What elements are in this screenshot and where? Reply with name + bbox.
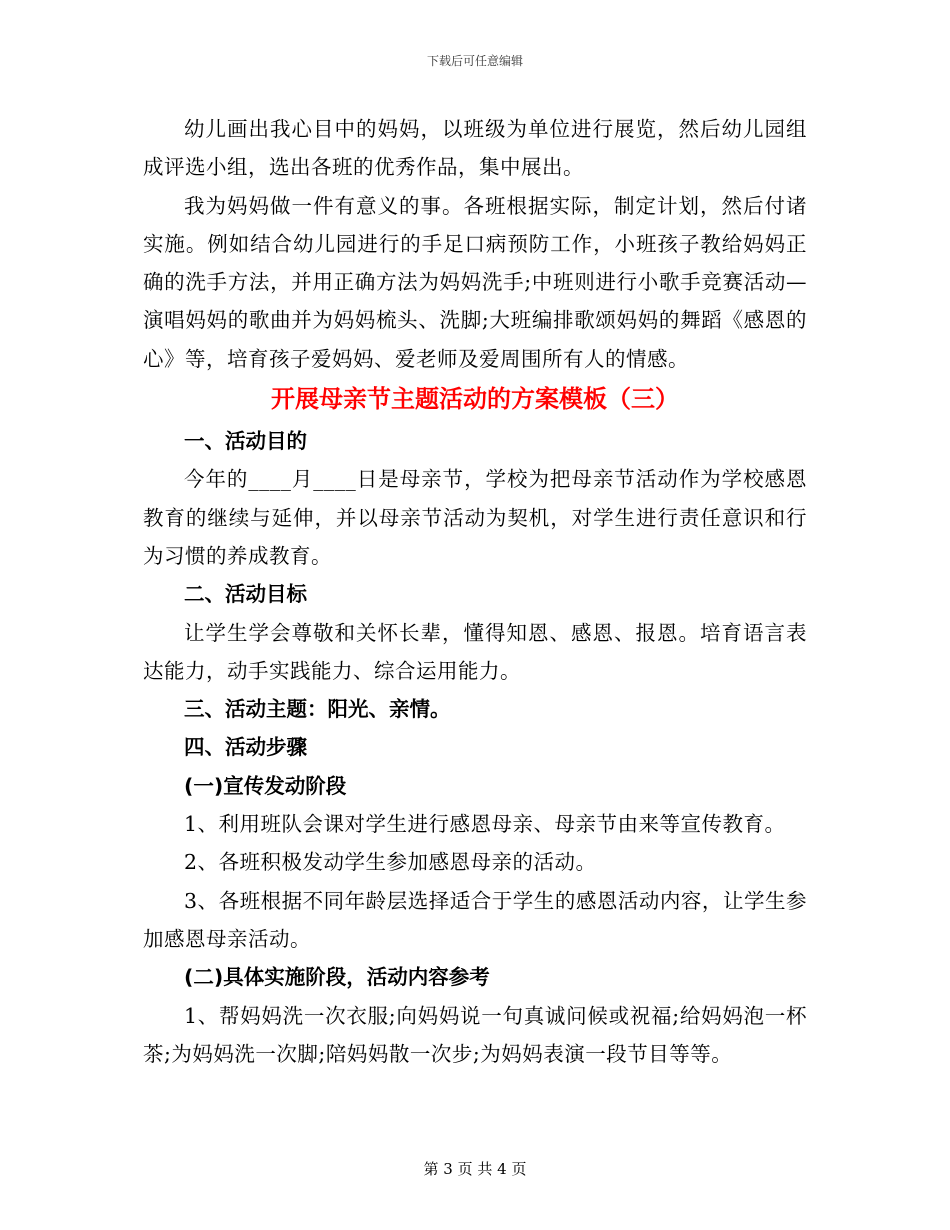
paragraph-activity-purpose: 今年的____月____日是母亲节，学校为把母亲节活动作为学校感恩教育的继续与延伸，并以母亲节活动为契机，对学生进行责任意识和行为习惯的养成教育。 [143,467,807,568]
paragraph-meaningful-thing: 我为妈妈做一件有意义的事。各班根据实际，制定计划，然后付诸实施。例如结合幼儿园进行的手足口病预防工作，小班孩子教给妈妈正确的洗手方法，并用正确方法为妈妈洗手;中班则进行小歌手竞赛活动—演唱妈妈的歌曲并为妈妈梳头、洗脚;大班编排歌颂妈妈的舞蹈《感恩的心》等，培育孩子爱妈妈、爱老师及爱周围所有人的情感。 [143,193,807,371]
paragraph-children-drawing: 幼儿画出我心目中的妈妈，以班级为单位进行展览，然后幼儿园组成评选小组，选出各班的优秀作品，集中展出。 [143,117,807,180]
list-item-2: 2、各班积极发动学生参加感恩母亲的活动。 [184,850,597,875]
page-header: 下载后可任意编辑 [426,54,523,68]
list-item-1: 1、利用班队会课对学生进行感恩母亲、母亲节由来等宣传教育。 [184,812,786,837]
page-footer: 第 3 页 共 4 页 [423,1160,527,1178]
list-item-implementation-1: 1、帮妈妈洗一次衣服;向妈妈说一句真诚问候或祝福;给妈妈泡一杯茶;为妈妈洗一次脚;陪妈妈散一次步;为妈妈表演一段节目等等。 [143,1003,807,1066]
list-item-3: 3、各班根据不同年龄层选择适合于学生的感恩活动内容，让学生参加感恩母亲活动。 [143,888,807,951]
heading-activity-steps: 四、活动步骤 [184,735,307,760]
subheading-publicity-stage: (一)宣传发动阶段 [184,773,347,798]
document-body [143,110,807,1073]
section-title: 开展母亲节主题活动的方案模板（三） [271,385,679,414]
heading-activity-purpose: 一、活动目的 [184,429,307,454]
paragraph-activity-goal: 让学生学会尊敬和关怀长辈，懂得知恩、感恩、报恩。培育语言表达能力，动手实践能力、综合运用能力。 [143,620,807,683]
subheading-implementation-stage: (二)具体实施阶段，活动内容参考 [184,965,490,990]
heading-activity-goal: 二、活动目标 [184,582,307,607]
heading-activity-theme: 三、活动主题：阳光、亲情。 [184,697,451,722]
